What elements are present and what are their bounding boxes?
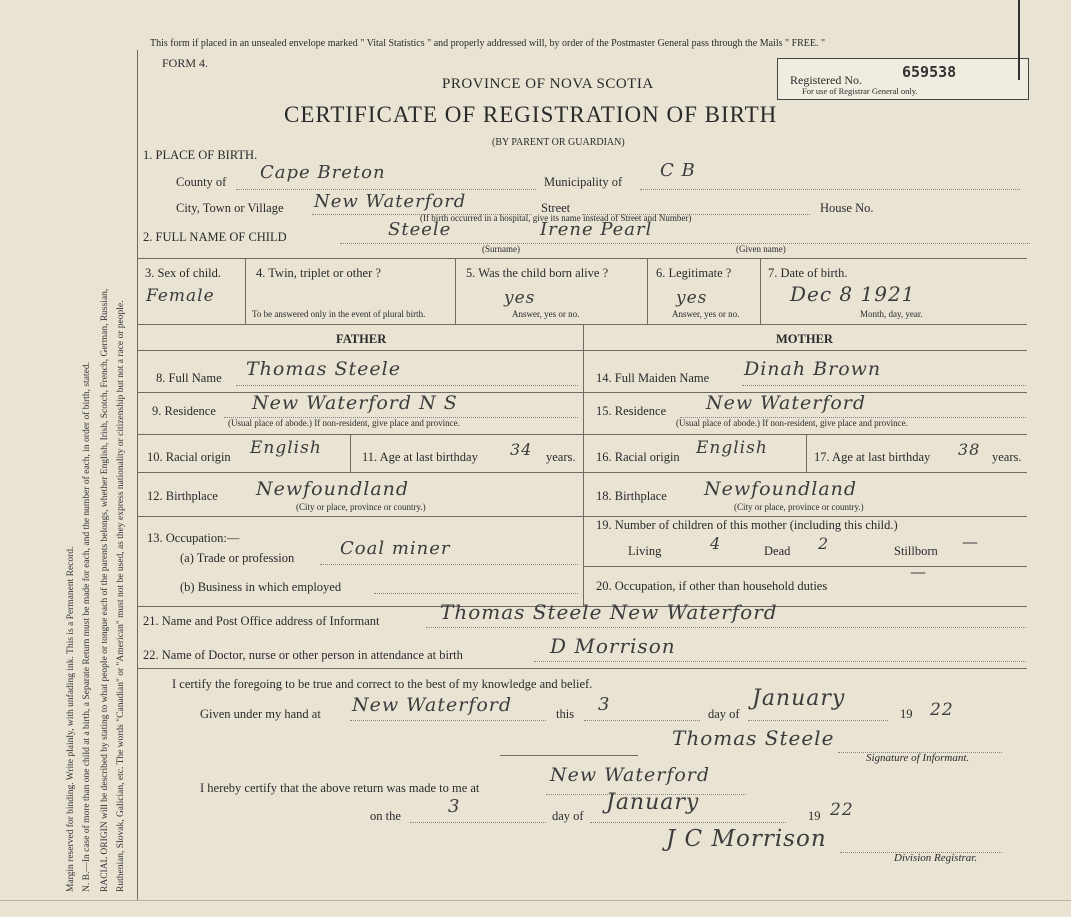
living-value: 4 <box>710 534 722 553</box>
col-divider <box>806 434 807 472</box>
registrar-signature: J C Morrison <box>666 826 827 852</box>
child-name-label: 2. FULL NAME OF CHILD <box>143 230 287 244</box>
mother-residence-label: 15. Residence <box>596 404 667 418</box>
father-birthplace-label: 12. Birthplace <box>147 489 218 503</box>
signature-line <box>500 755 638 756</box>
day-of-line <box>748 720 888 721</box>
municipality-value: C B <box>660 160 696 181</box>
col-divider <box>760 258 761 324</box>
city-label: City, Town or Village <box>176 201 284 215</box>
ink-mark <box>1018 0 1020 80</box>
on-the-line <box>410 822 546 823</box>
mother-age-unit: years. <box>992 450 1022 464</box>
registered-no-label: Registered No. <box>790 73 862 87</box>
row-divider <box>137 434 583 435</box>
stillborn-value: — <box>962 532 979 551</box>
form-left-border <box>137 50 138 900</box>
father-racial-value: English <box>250 438 322 458</box>
surname-caption: (Surname) <box>482 244 520 254</box>
row-divider <box>137 258 1027 259</box>
row-divider <box>137 472 583 473</box>
row-divider <box>583 434 1027 435</box>
hospital-note: (If birth occurred in a hospital, give its name instead of Street and Number) <box>420 213 692 223</box>
father-age-value: 34 <box>510 440 533 459</box>
business-line <box>374 593 578 594</box>
father-racial-label: 10. Racial origin <box>147 450 231 464</box>
col-divider <box>245 258 246 324</box>
margin-note-racial-origin-2: Ruthenian, Slovak, Galician, etc. The words "Canadian" or "American" must not be used, as they express nationality or citizenship but not a race or people. <box>116 300 126 892</box>
father-name-label: 8. Full Name <box>156 371 222 385</box>
child-surname-value: Steele <box>388 219 452 240</box>
house-no-label: House No. <box>820 201 874 215</box>
city-value: New Waterford <box>314 191 467 212</box>
informant-label: 21. Name and Post Office address of Informant <box>143 614 380 628</box>
dead-label: Dead <box>764 544 791 558</box>
row-divider <box>583 566 1027 567</box>
mother-name-line <box>742 385 1026 386</box>
col-divider <box>350 434 351 472</box>
municipality-line <box>640 189 1020 190</box>
county-line <box>236 189 536 190</box>
col-divider <box>647 258 648 324</box>
father-age-label: 11. Age at last birthday <box>362 450 478 464</box>
children-count-label: 19. Number of children of this mother (including this child.) <box>596 518 898 532</box>
day-of-value: January <box>752 686 846 711</box>
form-number: FORM 4. <box>162 56 209 70</box>
child-given-value: Irene Pearl <box>540 219 653 240</box>
mother-residence-value: New Waterford <box>706 392 867 414</box>
sex-label: 3. Sex of child. <box>145 266 222 280</box>
mother-occupation-value: — <box>910 562 927 581</box>
dob-note: Month, day, year. <box>860 309 923 319</box>
margin-note-racial-origin: RACIAL ORIGIN will be described by stating to what people or tongue each of the parents belongs, whether English, Irish, Scotch, French, German, Russian, <box>100 288 110 892</box>
father-birthplace-value: Newfoundland <box>256 478 410 500</box>
parent-column-divider <box>583 324 584 606</box>
registrar-use-note: For use of Registrar General only. <box>802 86 918 96</box>
county-label: County of <box>176 175 227 189</box>
row-divider <box>583 472 1027 473</box>
occupation-label: 13. Occupation:— <box>147 531 240 545</box>
dob-label: 7. Date of birth. <box>768 266 848 280</box>
mail-notice: This form if placed in an unsealed envelope marked " Vital Statistics " and properly addressed will, by order of the Postmaster General pass through the Mails " FREE. " <box>150 38 826 49</box>
registrar-statement: I hereby certify that the above return was made to me at <box>200 781 480 795</box>
father-residence-value: New Waterford N S <box>252 392 458 414</box>
father-heading: FATHER <box>336 332 387 346</box>
dead-value: 2 <box>818 534 830 553</box>
alive-note: Answer, yes or no. <box>512 309 580 319</box>
county-value: Cape Breton <box>260 162 386 183</box>
mother-racial-value: English <box>696 438 768 458</box>
street-label: Street <box>541 201 571 215</box>
this-value: 3 <box>598 694 611 715</box>
row-divider <box>583 516 1027 517</box>
doctor-label: 22. Name of Doctor, nurse or other person in attendance at birth <box>143 648 463 662</box>
year-prefix: 19 <box>900 707 913 721</box>
dob-value: Dec 8 1921 <box>790 282 916 306</box>
col-divider <box>455 258 456 324</box>
row-divider <box>137 324 1027 325</box>
twin-label: 4. Twin, triplet or other ? <box>256 266 381 280</box>
twin-note: To be answered only in the event of plural birth. <box>252 309 426 319</box>
father-name-line <box>236 385 578 386</box>
row-divider <box>137 668 1027 669</box>
row-divider <box>137 516 583 517</box>
doctor-value: D Morrison <box>550 634 676 658</box>
certify-statement: I certify the foregoing to be true and correct to the best of my knowledge and belief. <box>172 677 593 691</box>
mother-age-value: 38 <box>958 440 981 459</box>
year-value-2: 22 <box>830 800 854 820</box>
given-place-line <box>350 720 546 721</box>
mother-birthplace-label: 18. Birthplace <box>596 489 667 503</box>
registrar-caption: Division Registrar. <box>894 852 978 864</box>
informant-line <box>426 627 1026 628</box>
day-of-line-2 <box>590 822 786 823</box>
father-name-value: Thomas Steele <box>246 358 401 380</box>
year-value: 22 <box>930 700 954 720</box>
business-label: (b) Business in which employed <box>180 580 342 594</box>
mother-name-value: Dinah Brown <box>744 358 882 380</box>
row-divider <box>137 350 1027 351</box>
living-label: Living <box>628 544 662 558</box>
day-of-label: day of <box>708 707 740 721</box>
registered-number: 659538 <box>902 63 957 81</box>
given-place-value: New Waterford <box>352 694 513 716</box>
on-the-value: 3 <box>448 796 461 817</box>
child-name-line <box>340 243 1030 244</box>
mother-occupation-label: 20. Occupation, if other than household duties <box>596 579 828 593</box>
province-heading: PROVINCE OF NOVA SCOTIA <box>442 76 654 92</box>
mother-birthplace-value: Newfoundland <box>704 478 858 500</box>
given-name-caption: (Given name) <box>736 244 786 254</box>
mother-residence-note: (Usual place of abode.) If non-resident, give place and province. <box>676 418 908 428</box>
mother-heading: MOTHER <box>776 332 833 346</box>
mother-name-label: 14. Full Maiden Name <box>596 371 710 385</box>
sex-value: Female <box>146 286 215 306</box>
year-prefix-2: 19 <box>808 809 821 823</box>
registration-box <box>777 58 1029 100</box>
place-of-birth-heading: 1. PLACE OF BIRTH. <box>143 148 258 162</box>
father-age-unit: years. <box>546 450 576 464</box>
father-residence-label: 9. Residence <box>152 404 216 418</box>
registrar-place-value: New Waterford <box>550 764 711 786</box>
trade-label: (a) Trade or profession <box>180 551 295 565</box>
informant-signature-caption: Signature of Informant. <box>866 752 970 764</box>
trade-line <box>320 564 578 565</box>
this-line <box>584 720 700 721</box>
alive-label: 5. Was the child born alive ? <box>466 266 609 280</box>
father-residence-note: (Usual place of abode.) If non-resident, give place and province. <box>228 418 460 428</box>
page-title: CERTIFICATE OF REGISTRATION OF BIRTH <box>284 102 778 127</box>
margin-note-multiple-births: N. B.—In case of more than one child at a birth, a Separate Return must be made for each, and the number of each, in order of birth, stated. <box>82 362 92 892</box>
page-subtitle: (BY PARENT OR GUARDIAN) <box>492 137 625 148</box>
legitimate-value: yes <box>676 288 708 308</box>
mother-birthplace-note: (City or place, province or country.) <box>734 502 864 512</box>
alive-value: yes <box>504 288 536 308</box>
mother-age-label: 17. Age at last birthday <box>814 450 931 464</box>
day-of-value-2: January <box>606 790 700 815</box>
day-of-label-2: day of <box>552 809 584 823</box>
legitimate-label: 6. Legitimate ? <box>656 266 732 280</box>
informant-signature: Thomas Steele <box>672 726 835 750</box>
informant-value: Thomas Steele New Waterford <box>440 600 778 624</box>
trade-value: Coal miner <box>340 538 451 559</box>
margin-note-binding: Margin reserved for binding. Write plainly, with unfading ink. This is a Permanent Record. <box>66 546 76 892</box>
doctor-line <box>534 661 1026 662</box>
mother-racial-label: 16. Racial origin <box>596 450 680 464</box>
father-birthplace-note: (City or place, province or country.) <box>296 502 426 512</box>
this-label: this <box>556 707 575 721</box>
given-label: Given under my hand at <box>200 707 321 721</box>
sheet-bottom-edge <box>0 900 1071 901</box>
municipality-label: Municipality of <box>544 175 623 189</box>
on-the-label: on the <box>370 809 401 823</box>
stillborn-label: Stillborn <box>894 544 938 558</box>
legitimate-note: Answer, yes or no. <box>672 309 740 319</box>
